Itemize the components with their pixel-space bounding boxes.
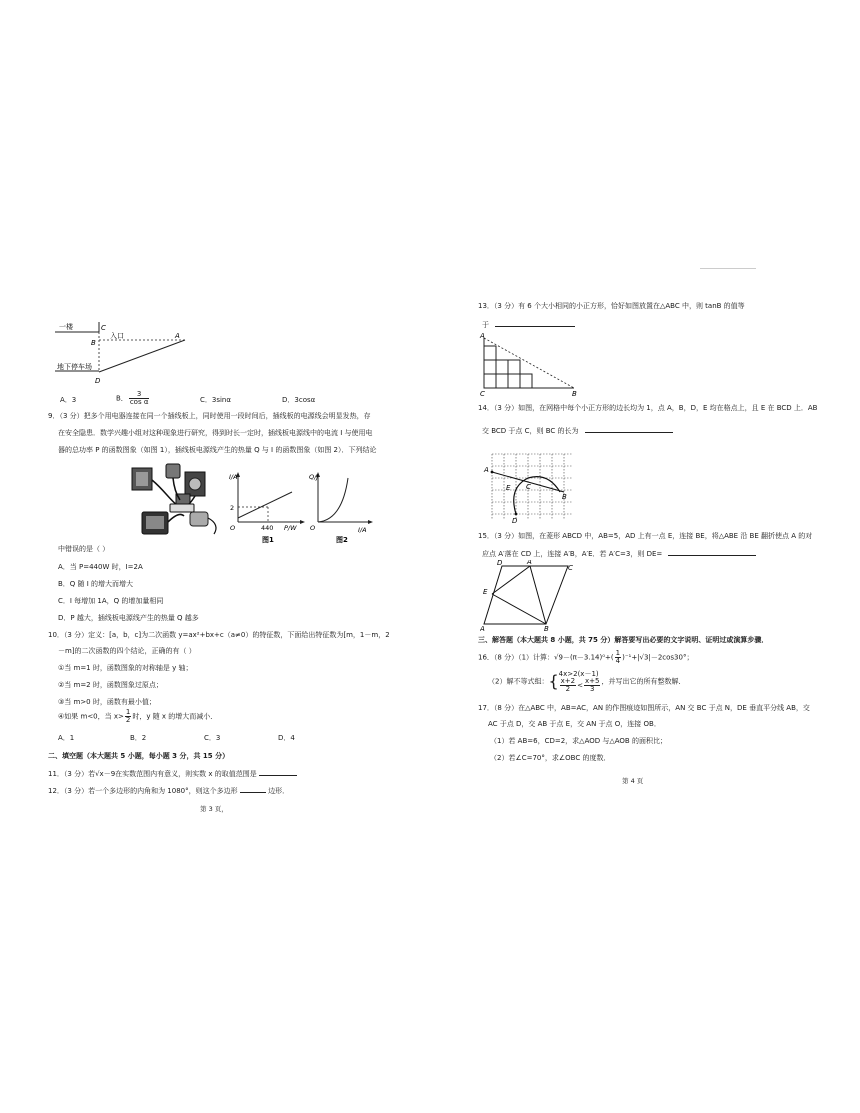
q16-part1: 16．（8 分）（1）计算：√9－(π－3.14)⁰+( $\frac{1}{4}$ )⁻¹+|√3|－2cos30°； bbox=[478, 649, 694, 665]
q9-line2: 在安全隐患．数学兴趣小组对这种现象进行研究，得到时长一定时，插线板电源线中的电流 I 与使用电 bbox=[58, 429, 373, 437]
fig1-tick-y: 2 bbox=[230, 504, 235, 512]
q17-line2: AC 于点 D，交 AB 于点 E，交 AN 于点 O，连接 OB． bbox=[488, 720, 661, 728]
q8-label-a: A bbox=[175, 332, 180, 340]
q11: 11．（3 分）若√x－9在实数范围内有意义，则实数 x 的取值范围是 bbox=[48, 769, 297, 779]
q12: 12．（3 分）若一个多边形的内角和为 1080°，则这个多边形 边形． bbox=[48, 787, 290, 795]
q10-item1: ①当 m=1 时，函数图象的对称轴是 y 轴； bbox=[58, 664, 193, 672]
q14-figure bbox=[482, 448, 582, 524]
q15-label-c: C bbox=[568, 564, 573, 572]
q15-label-a: A bbox=[480, 625, 485, 632]
q15-figure bbox=[480, 560, 590, 632]
q8-label-b: B bbox=[91, 339, 96, 347]
q9-option-a: A．当 P=440W 时，I=2A bbox=[58, 563, 143, 571]
section3-heading: 三、解答题（本大题共 8 小题，共 75 分）解答要写出必要的文字说明、证明过或演算步骤． bbox=[478, 636, 769, 644]
q15-line1: 15．（3 分）如图，在菱形 ABCD 中，AB=5，AD 上有一点 E，连接 BE，将△ABE 沿 BE 翻折使点 A 的对 bbox=[478, 532, 813, 540]
q9-option-b: B．Q 随 I 的增大而增大 bbox=[58, 580, 134, 588]
q10-item4: ④如果 m<0，当 x> $\frac{1}{2}$ 时，y 随 x 的增大而减小． bbox=[58, 708, 218, 724]
fig2-origin: O bbox=[310, 524, 316, 532]
q9-option-c: C．I 每增加 1A，Q 的增加量相同 bbox=[58, 597, 164, 605]
q10-option-a: A．1 bbox=[58, 734, 75, 742]
q8-label-parking: 地下停车场 bbox=[57, 363, 92, 371]
q12-answer-blank[interactable] bbox=[240, 786, 266, 793]
section2-heading: 二、填空题（本大题共 5 小题，每小题 3 分，共 15 分） bbox=[48, 752, 230, 760]
q10-line1: 10．（3 分）定义：[a，b，c]为二次函数 y=ax²+bx+c（a≠0）的特征数，下面给出特征数为[m，1－m，2 bbox=[48, 631, 390, 639]
fig1-xlabel: P/W bbox=[284, 524, 297, 532]
q13-label-b: B bbox=[572, 390, 577, 398]
q15-label-b: B bbox=[544, 625, 549, 632]
q10-line2: －m]的二次函数的四个结论，正确的有（ ） bbox=[58, 647, 196, 655]
q17-sub1: （1）若 AB=6，CD=2，求△AOD 与△AOB 的面积比； bbox=[490, 737, 667, 745]
fig1-origin: O bbox=[230, 524, 236, 532]
fig1-tick-x: 440 bbox=[261, 524, 274, 532]
q8-label-d: D bbox=[95, 377, 101, 385]
q9-line3: 器的总功率 P 的函数图象（如图 1），插线板电源线产生的热量 Q 与 I 的函数图象（如图 2）．下列结论 bbox=[58, 446, 377, 454]
q10-option-b: B．2 bbox=[130, 734, 147, 742]
q8-option-a: A．3 bbox=[60, 396, 77, 404]
q9-stem: 中错误的是（ ） bbox=[58, 545, 110, 553]
fig1-caption: 图1 bbox=[262, 536, 274, 544]
q8-label-floor1: 一楼 bbox=[59, 323, 73, 331]
q11-answer-blank[interactable] bbox=[259, 769, 297, 776]
q14-line2: 交 BCD 于点 C，则 BC 的长为 bbox=[482, 426, 673, 436]
left-page-footer: 第 3 页， bbox=[200, 805, 228, 813]
q15-label-d: D bbox=[497, 560, 503, 567]
q13-label-a: A bbox=[480, 332, 485, 340]
q15-label-e: E bbox=[483, 588, 488, 596]
q8-option-c: C．3sinα bbox=[200, 396, 231, 404]
fig2-caption: 图2 bbox=[336, 536, 348, 544]
q16-inequality-system: 4x>2(x－1) $\frac{x+2}{2}$ < $\frac{x+5}{3}$ bbox=[558, 670, 600, 694]
q8-option-b: B． $\frac{3}{\text{cos α}}$ bbox=[116, 390, 149, 406]
fig1-ylabel: I/A bbox=[229, 473, 238, 481]
q8-label-entrance: 入口 bbox=[110, 332, 124, 340]
q14-label-b: B bbox=[562, 493, 567, 501]
q14-answer-blank[interactable] bbox=[585, 426, 673, 433]
q15-answer-blank[interactable] bbox=[668, 549, 756, 556]
q16-part2: （2）解不等式组：{ 4x>2(x－1) $\frac{x+2}{2}$ < $\frac{x+5}{3}$ ，并写出它的所有整数解． bbox=[488, 670, 686, 694]
q9-line1: 9．（3 分）把多个用电器连接在同一个插线板上，同时使用一段时间后，插线板的电源线会明显发热，存 bbox=[48, 412, 371, 420]
q9-figure1 bbox=[228, 470, 308, 544]
q9-option-d: D．P 越大，插线板电源线产生的热量 Q 越多 bbox=[58, 614, 199, 622]
q10-option-d: D．4 bbox=[278, 734, 295, 742]
q14-line1: 14．（3 分）如图，在网格中每个小正方形的边长均为 1，点 A，B，D，E 均在格点上，且 E 在 BCD 上．AB bbox=[478, 404, 818, 412]
fig2-ylabel: Q/J bbox=[309, 473, 319, 481]
q13-label-c: C bbox=[480, 390, 485, 398]
fig2-xlabel: I/A bbox=[358, 526, 367, 534]
q10-option-c: C．3 bbox=[204, 734, 221, 742]
right-page-footer: 第 4 页 bbox=[622, 777, 644, 785]
q13-line1: 13．（3 分）有 6 个大小相同的小正方形，恰好如图放置在△ABC 中，则 tanB 的值等 bbox=[478, 302, 745, 310]
q10-options bbox=[58, 734, 378, 744]
q8-figure bbox=[55, 318, 205, 388]
q17-line1: 17．（8 分）在△ABC 中，AB=AC，AN 的作图痕迹如图所示，AN 交 BC 于点 N，DE 垂直平分线 AB，交 bbox=[478, 704, 810, 712]
q13-figure bbox=[476, 332, 586, 398]
q17-sub2: （2）若∠C=70°，求∠OBC 的度数． bbox=[490, 754, 611, 762]
q14-label-d: D bbox=[512, 517, 518, 524]
q10-item3: ③当 m>0 时，函数有最小值； bbox=[58, 698, 156, 706]
q8-option-d: D．3cosα bbox=[282, 396, 316, 404]
q8-options bbox=[60, 391, 380, 409]
top-right-mark bbox=[700, 268, 756, 269]
q15-line2: 应点 A′落在 CD 上，连接 A′B，A′E．若 A′C=3，则 DE= bbox=[482, 549, 756, 559]
q13-line2: 于 bbox=[482, 320, 575, 330]
q9-figure2 bbox=[308, 470, 378, 544]
q9-appliance-image bbox=[130, 460, 225, 538]
q15-label-a-prime: A′ bbox=[527, 560, 534, 566]
q14-label-a: A bbox=[484, 466, 489, 474]
q13-answer-blank[interactable] bbox=[495, 320, 575, 327]
q14-label-e: E bbox=[506, 484, 511, 492]
q10-item2: ②当 m=2 时，函数图象过原点； bbox=[58, 681, 163, 689]
q8-label-c: C bbox=[101, 324, 106, 332]
q14-label-c: C bbox=[526, 483, 531, 491]
